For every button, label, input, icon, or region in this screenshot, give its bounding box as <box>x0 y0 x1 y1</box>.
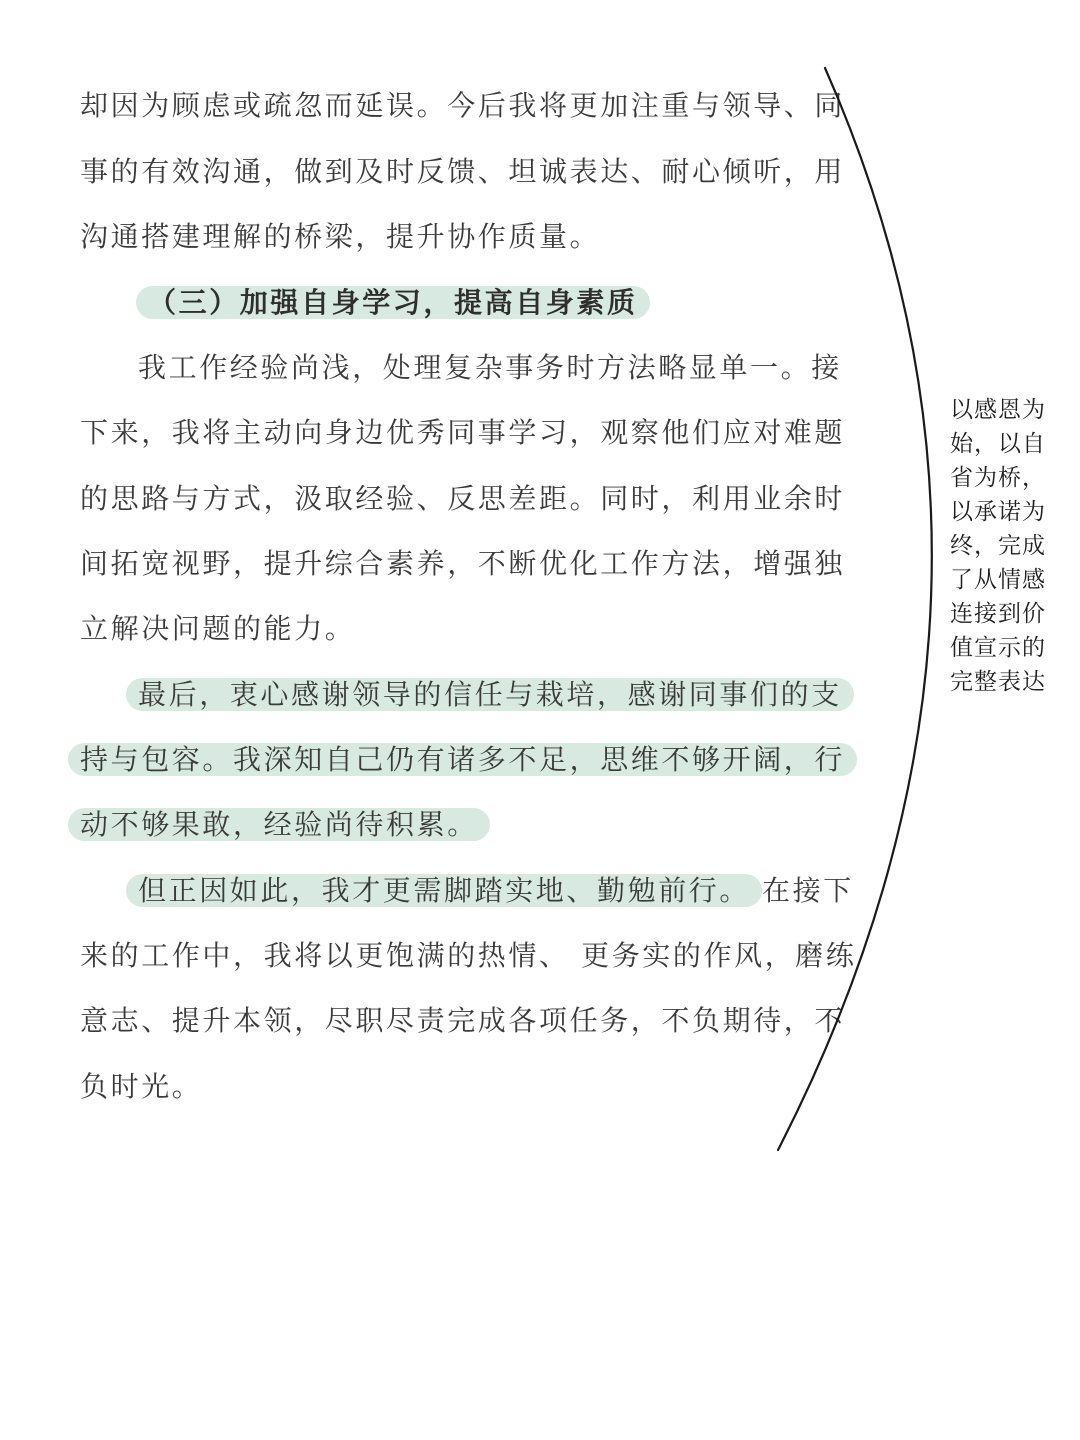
highlight-mark: 动不够果敢，经验尚待积累。 <box>68 808 490 841</box>
paragraph-line: 沟通搭建理解的桥梁，提升协作质量。 <box>80 220 601 253</box>
highlight-mark: 持与包容。我深知自己仍有诸多不足，思维不够开阔，行 <box>68 743 857 776</box>
highlight-mark: 最后，衷心感谢领导的信任与栽培，感谢同事们的支 <box>126 678 854 711</box>
paragraph-line: 我工作经验尚浅，处理复杂事务时方法略显单一。接 <box>138 351 842 384</box>
section-heading <box>148 281 650 325</box>
curve-stroke <box>778 68 932 1150</box>
paragraph-line: 间拓宽视野，提升综合素养，不断优化工作方法，增强独 <box>80 547 846 580</box>
paragraph-line: 来的工作中，我将以更饱满的热情、 更务实的作风，磨练 <box>80 939 857 972</box>
paragraph-line: 负时光。 <box>80 1070 203 1103</box>
paragraph-line: 下来，我将主动向身边优秀同事学习，观察他们应对难题 <box>80 416 846 449</box>
annotation-line: 值宣示的 <box>950 635 1046 661</box>
paragraph-line: 意志、提升本领，尽职尽责完成各项任务，不负期待，不 <box>80 1004 846 1037</box>
paragraph-line: 立解决问题的能力。 <box>80 612 356 645</box>
annotation-line: 以承诺为 <box>950 499 1046 525</box>
highlighted-line <box>80 803 490 847</box>
margin-annotation <box>950 393 1070 699</box>
paragraph-line: 却因为顾虑或疏忽而延误。今后我将更加注重与领导、同 <box>80 89 846 122</box>
section-heading-highlight: （三）加强自身学习，提高自身素质 <box>136 286 650 319</box>
annotation-line: 完整表达 <box>950 669 1046 695</box>
annotation-line: 以感恩为 <box>950 397 1046 423</box>
highlight-mark: 但正因如此，我才更需脚踏实地、勤勉前行。 <box>126 874 762 907</box>
annotation-line: 省为桥， <box>950 465 1046 491</box>
paragraph-text: 在接下 <box>762 874 854 907</box>
paragraph-line: 事的有效沟通，做到及时反馈、坦诚表达、耐心倾听，用 <box>80 155 846 188</box>
paragraph-line: 的思路与方式，汲取经验、反思差距。同时，利用业余时 <box>80 482 846 515</box>
paragraph-line <box>138 869 854 913</box>
annotation-line: 连接到价 <box>950 601 1046 627</box>
annotation-line: 了从情感 <box>950 567 1046 593</box>
highlighted-line <box>80 738 857 782</box>
highlighted-line <box>138 673 854 717</box>
annotation-line: 始，以自 <box>950 431 1046 457</box>
annotation-line: 终，完成 <box>950 533 1046 559</box>
